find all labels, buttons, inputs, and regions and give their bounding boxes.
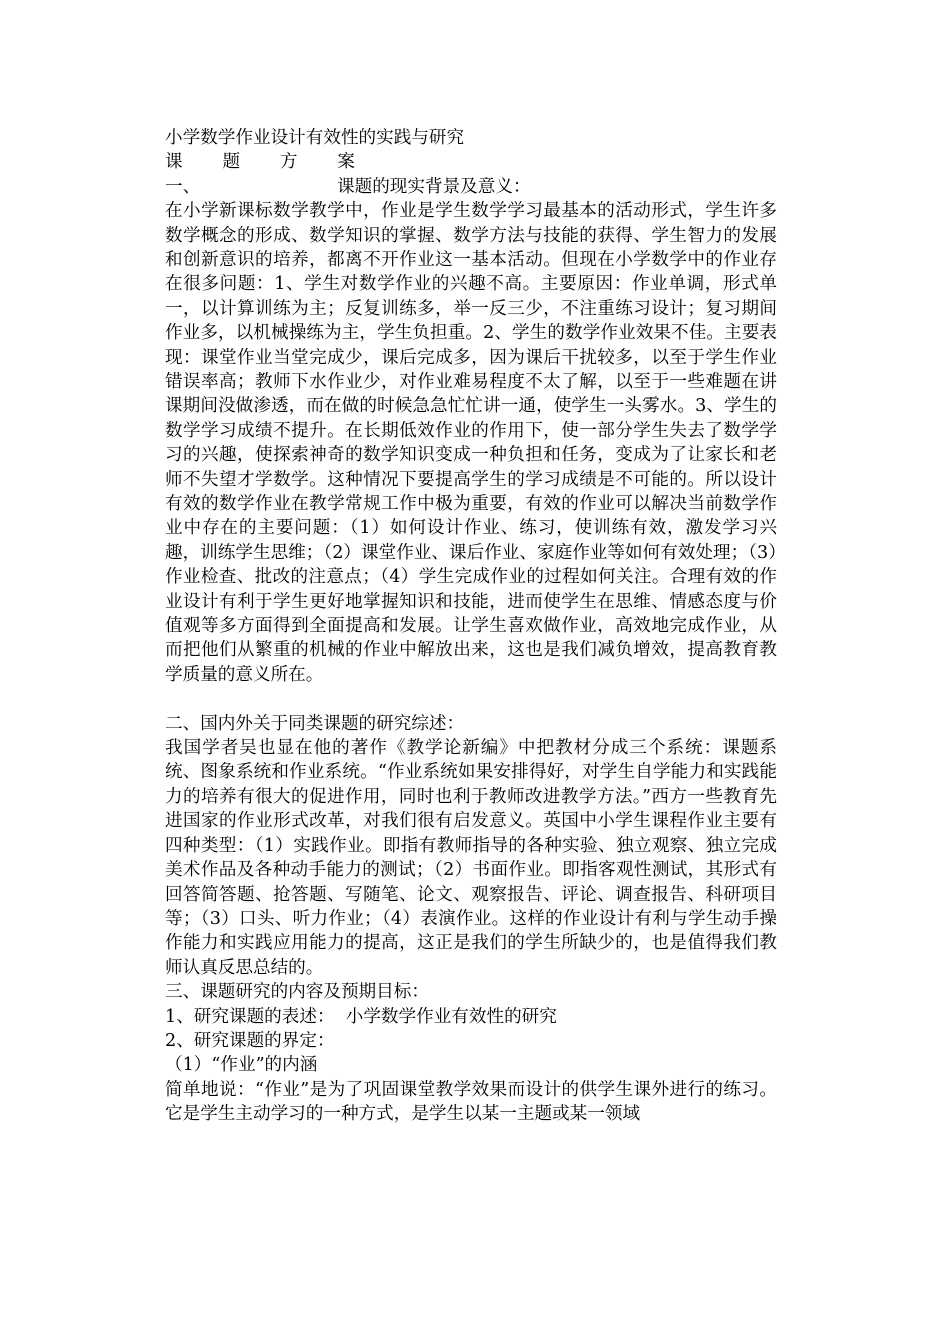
section3-item2: 2、研究课题的界定： (165, 1030, 335, 1051)
document-title: 小学数学作业设计有效性的实践与研究 (165, 128, 465, 148)
section3-heading: 三、课题研究的内容及预期目标： (165, 982, 429, 1003)
document-body (165, 126, 777, 1127)
subtitle-char: 方 (279, 152, 298, 173)
section3-sub1: （1）“作业”的内涵 (165, 1055, 318, 1076)
section3-sub1-paragraph: 简单地说：“作业”是为了巩固课堂教学效果而设计的供学生课外进行的练习。它是学生主动学习的一种方式，是学生以某一主题或某一领域 (165, 1079, 777, 1125)
document-subtitle (165, 150, 355, 174)
section3-item1: 1、研究课题的表述： 小学数学作业有效性的研究 (165, 1006, 557, 1027)
section1-number: 一、 (165, 176, 201, 197)
section2-paragraph: 我国学者吴也显在他的著作《教学论新编》中把教材分成三个系统：课题系统、图象系统和作业系统。“作业系统如果安排得好，对学生自学能力和实践能力的培养有很大的促进作用，同时也利于教师改进教学方法。”西方一些教育先进国家的作业形式改革，对我们很有启发意义。英国中小学生课程作业主要有四种类型：（1）实践作业。即指有教师指导的各种实验、独立观察、独立完成美术作品及各种动手能力的测试；（2）书面作业。即指客观性测试，其形式有回答简答题、抢答题、写随笔、论文、观察报告、评论、调查报告、科研项目等；（3）口头、听力作业；（4）表演作业。这样的作业设计有利与学生动手操作能力和实践应用能力的提高，这正是我们的学生所缺少的，也是值得我们教师认真反思总结的。 (165, 738, 777, 978)
section1-heading-text: 课题的现实背景及意义： (337, 176, 531, 197)
subtitle-char: 题 (222, 152, 241, 173)
section2-heading: 二、国内外关于同类课题的研究综述： (165, 713, 465, 734)
section1-heading (165, 175, 777, 199)
blank-line (165, 687, 777, 711)
subtitle-char: 课 (165, 152, 183, 173)
subtitle-char: 案 (337, 152, 355, 173)
section1-paragraph: 在小学新课标数学教学中，作业是学生数学学习最基本的活动形式，学生许多数学概念的形成、数学知识的掌握、数学方法与技能的获得、学生智力的发展和创新意识的培养，都离不开作业这一基本活动。但现在小学数学中的作业存在很多问题：1、学生对数学作业的兴趣不高。主要原因：作业单调，形式单一，以计算训练为主；反复训练多，举一反三少，不注重练习设计；复习期间作业多，以机械操练为主，学生负担重。2、学生的数学作业效果不佳。主要表现：课堂作业当堂完成少，课后完成多，因为课后干扰较多，以至于学生作业错误率高；教师下水作业少，对作业难易程度不太了解，以至于一些难题在讲课期间没做渗透，而在做的时候急急忙忙讲一通，使学生一头雾水。3、学生的数学学习成绩不提升。在长期低效作业的作用下，使一部分学生失去了数学学习的兴趣，使探索神奇的数学知识变成一种负担和任务，变成为了让家长和老师不失望才学数学。这种情况下要提高学生的学习成绩是不可能的。所以设计有效的数学作业在教学常规工作中极为重要，有效的作业可以解决当前数学作业中存在的主要问题：（1）如何设计作业、练习，使训练有效，激发学习兴趣，训练学生思维；（2）课堂作业、课后作业、家庭作业等如何有效处理；（3）作业检查、批改的注意点；（4）学生完成作业的过程如何关注。合理有效的作业设计有利于学生更好地掌握知识和技能，进而使学生在思维、情感态度与价值观等多方面得到全面提高和发展。让学生喜欢做作业，高效地完成作业，从而把他们从繁重的机械的作业中解放出来，这也是我们减负增效，提高教育教学质量的意义所在。 (165, 201, 777, 685)
